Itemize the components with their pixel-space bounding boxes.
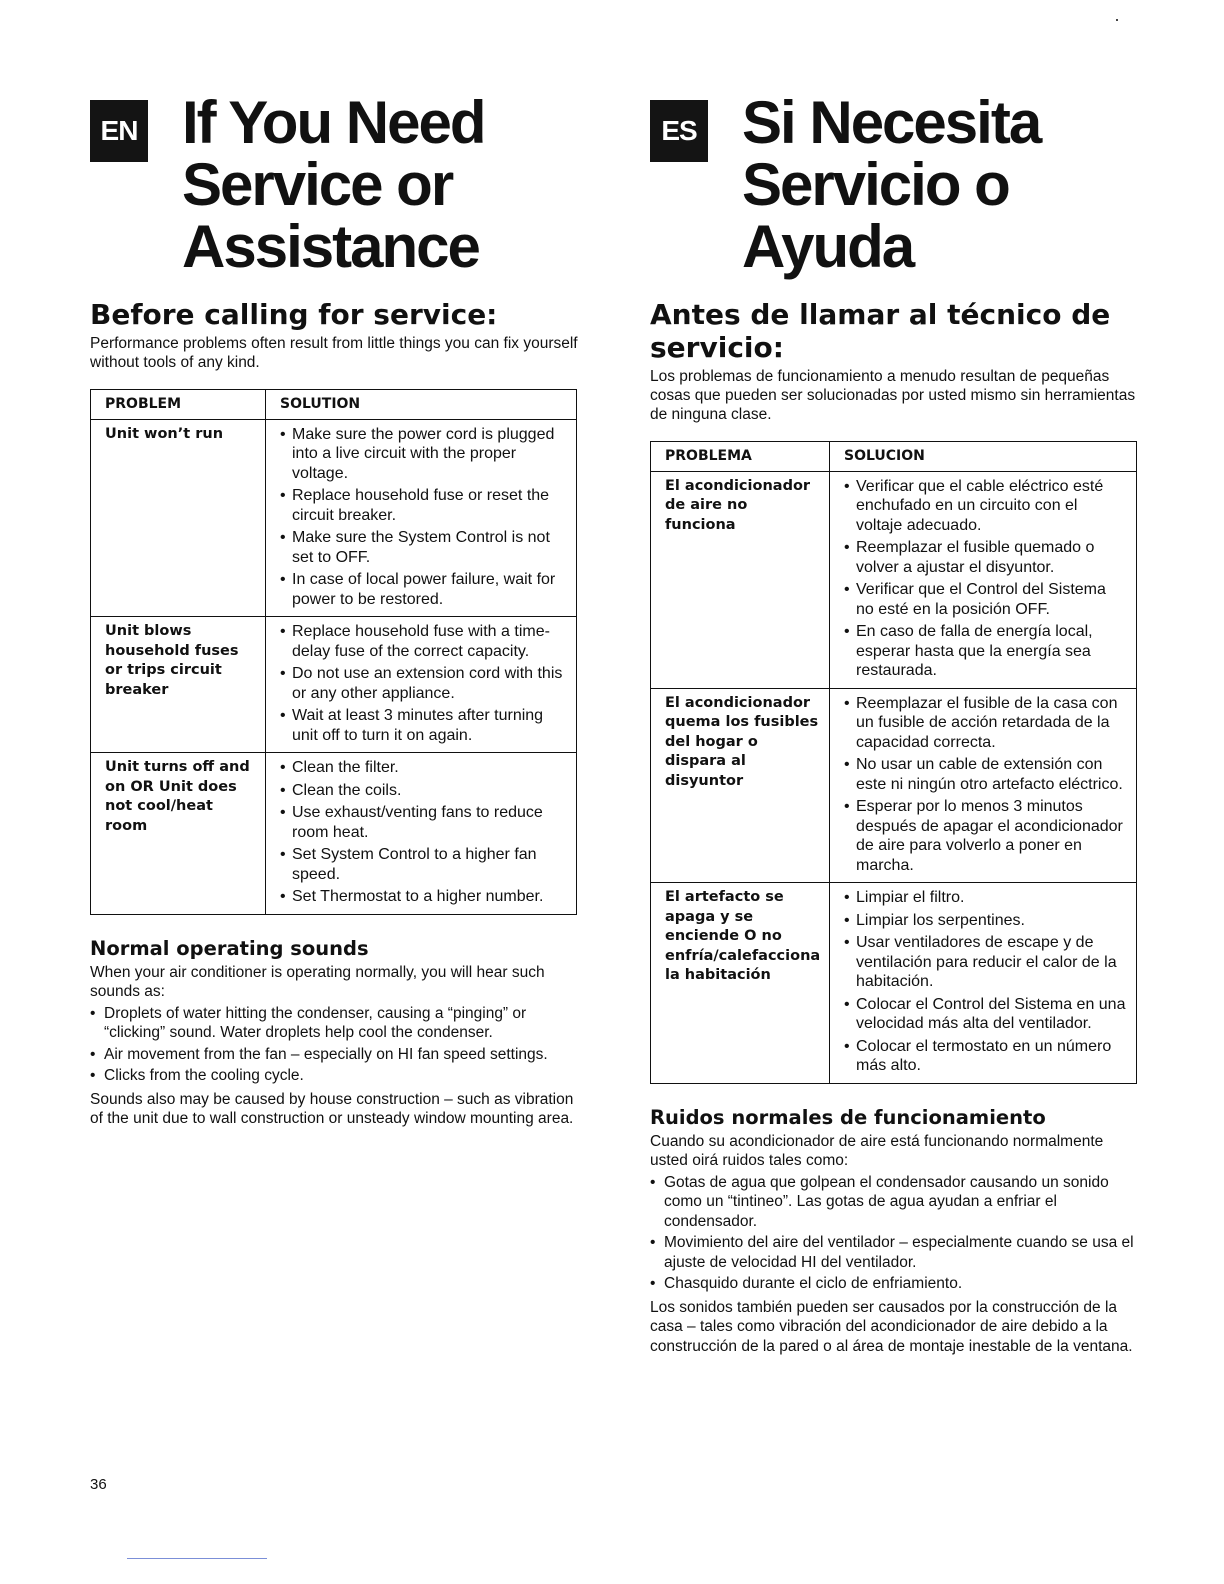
problem-cell: Unit won’t run	[91, 419, 266, 617]
es-page-title	[742, 89, 1041, 280]
en-title-line: If You Need	[182, 89, 485, 156]
en-troubleshooting-table	[90, 389, 577, 915]
solution-item: • Use exhaust/venting fans to reduce room heat.	[280, 803, 568, 842]
en-section-title: Before calling for service:	[90, 298, 498, 331]
en-sounds-list	[90, 1004, 580, 1086]
solution-item: • Usar ventiladores de escape y de ventilación para reducir el calor de la habitación.	[844, 933, 1128, 992]
english-column	[90, 89, 580, 1129]
es-section-title: Antes de llamar al técnico de servicio:	[650, 298, 1111, 364]
list-item: • Chasquido durante el ciclo de enfriamiento.	[650, 1274, 1140, 1294]
solution-item: • Limpiar los serpentines.	[844, 911, 1128, 931]
problem-header: PROBLEM	[91, 390, 266, 420]
solution-list	[280, 758, 568, 907]
problem-cell: El artefacto se apaga y se enciende O no enfría/calefacciona la habitación	[651, 883, 830, 1084]
es-title-line: Ayuda	[742, 213, 914, 280]
en-title-line: Service or	[182, 151, 453, 218]
solution-list	[844, 888, 1128, 1076]
en-sounds-intro: When your air conditioner is operating normally, you will hear such sounds as:	[90, 963, 545, 1000]
corner-mark	[1116, 19, 1118, 21]
en-sounds-outro: Sounds also may be caused by house construction – such as vibration of the unit due to wall construction or unsteady window mounting area.	[90, 1090, 574, 1127]
table-header-row	[91, 390, 577, 420]
solution-item: • Set Thermostat to a higher number.	[280, 887, 568, 907]
table-row	[651, 688, 1137, 883]
solution-cell	[830, 883, 1137, 1084]
solution-item: • Replace household fuse with a time-delay fuse of the correct capacity.	[280, 622, 568, 661]
solution-cell	[266, 419, 577, 617]
list-item: • Air movement from the fan – especially on HI fan speed settings.	[90, 1045, 580, 1065]
es-sounds-list	[650, 1173, 1140, 1294]
solution-cell	[266, 617, 577, 753]
table-row	[91, 419, 577, 617]
problem-header: PROBLEMA	[651, 442, 830, 472]
problem-cell: El acondicionador de aire no funciona	[651, 471, 830, 688]
solution-item: • Clean the coils.	[280, 781, 568, 801]
table-row	[651, 471, 1137, 688]
list-item: • Droplets of water hitting the condenser, causing a “pinging” or “clicking” sound. Water droplets help cool the condenser.	[90, 1004, 580, 1043]
footer-rule	[127, 1558, 267, 1559]
solution-item: • Limpiar el filtro.	[844, 888, 1128, 908]
es-intro-text: Los problemas de funcionamiento a menudo resultan de pequeñas cosas que pueden ser solucionadas por usted mismo sin herramientas de ninguna clase.	[650, 368, 1136, 423]
solution-item: • Verificar que el Control del Sistema no esté en la posición OFF.	[844, 580, 1128, 619]
solution-list	[844, 694, 1128, 876]
spanish-column	[650, 89, 1140, 1356]
es-troubleshooting-table	[650, 441, 1137, 1084]
solution-cell	[830, 471, 1137, 688]
solution-item: • Make sure the power cord is plugged into a live circuit with the proper voltage.	[280, 425, 568, 484]
en-title-line: Assistance	[182, 213, 479, 280]
page-number: 36	[90, 1476, 107, 1493]
solution-item: • Colocar el termostato en un número más alto.	[844, 1037, 1128, 1076]
solution-item: • Do not use an extension cord with this or any other appliance.	[280, 664, 568, 703]
solution-item: • Esperar por lo menos 3 minutos después de apagar el acondicionador de aire para volverlo a poner en marcha.	[844, 797, 1128, 875]
solution-item: • Make sure the System Control is not set to OFF.	[280, 528, 568, 567]
solution-item: • Verificar que el cable eléctrico esté enchufado en un circuito con el voltaje adecuado.	[844, 477, 1128, 536]
en-intro-text: Performance problems often result from little things you can fix yourself without tools of any kind.	[90, 335, 578, 371]
es-sounds-outro: Los sonidos también pueden ser causados por la construcción de la casa – tales como vibración del acondicionador de aire debido a la construcción de la pared o al área de montaje inestable de la ventana.	[650, 1298, 1133, 1355]
es-sounds-heading: Ruidos normales de funcionamiento	[650, 1105, 1046, 1129]
solution-cell	[830, 688, 1137, 883]
solution-item: • Set System Control to a higher fan speed.	[280, 845, 568, 884]
es-header	[650, 89, 1140, 280]
solution-cell	[266, 753, 577, 915]
table-row	[91, 753, 577, 915]
solution-item: • Wait at least 3 minutes after turning unit off to turn it on again.	[280, 706, 568, 745]
solution-list	[280, 425, 568, 610]
es-language-badge: ES	[650, 100, 708, 162]
en-sounds-heading: Normal operating sounds	[90, 936, 369, 960]
solution-item: • En caso de falla de energía local, esperar hasta que la energía sea restaurada.	[844, 622, 1128, 681]
solution-item: • In case of local power failure, wait for power to be restored.	[280, 570, 568, 609]
problem-cell: Unit blows household fuses or trips circuit breaker	[91, 617, 266, 753]
es-sounds-intro: Cuando su acondicionador de aire está funcionando normalmente usted oirá ruidos tales como:	[650, 1132, 1104, 1169]
solution-item: • Reemplazar el fusible quemado o volver a ajustar el disyuntor.	[844, 538, 1128, 577]
en-page-title	[182, 89, 485, 280]
solution-list	[844, 477, 1128, 681]
solution-item: • No usar un cable de extensión con este ni ningún otro artefacto eléctrico.	[844, 755, 1128, 794]
es-title-line: Si Necesita	[742, 89, 1041, 156]
list-item: • Gotas de agua que golpean el condensador causando un sonido como un “tintineo”. Las gotas de agua ayudan a enfriar el condensador.	[650, 1173, 1140, 1232]
solution-item: • Replace household fuse or reset the circuit breaker.	[280, 486, 568, 525]
list-item: • Movimiento del aire del ventilador – especialmente cuando se usa el ajuste de velocidad HI del ventilador.	[650, 1233, 1140, 1272]
solution-header: SOLUCION	[830, 442, 1137, 472]
table-header-row	[651, 442, 1137, 472]
solution-item: • Reemplazar el fusible de la casa con un fusible de acción retardada de la capacidad correcta.	[844, 694, 1128, 753]
solution-list	[280, 622, 568, 745]
problem-cell: Unit turns off and on OR Unit does not cool/heat room	[91, 753, 266, 915]
en-language-badge: EN	[90, 100, 148, 162]
solution-header: SOLUTION	[266, 390, 577, 420]
table-row	[91, 617, 577, 753]
list-item: • Clicks from the cooling cycle.	[90, 1066, 580, 1086]
solution-item: • Colocar el Control del Sistema en una velocidad más alta del ventilador.	[844, 995, 1128, 1034]
table-row	[651, 883, 1137, 1084]
problem-cell: El acondicionador quema los fusibles del hogar o dispara al disyuntor	[651, 688, 830, 883]
en-header	[90, 89, 580, 280]
es-title-line: Servicio o	[742, 151, 1009, 218]
solution-item: • Clean the filter.	[280, 758, 568, 778]
